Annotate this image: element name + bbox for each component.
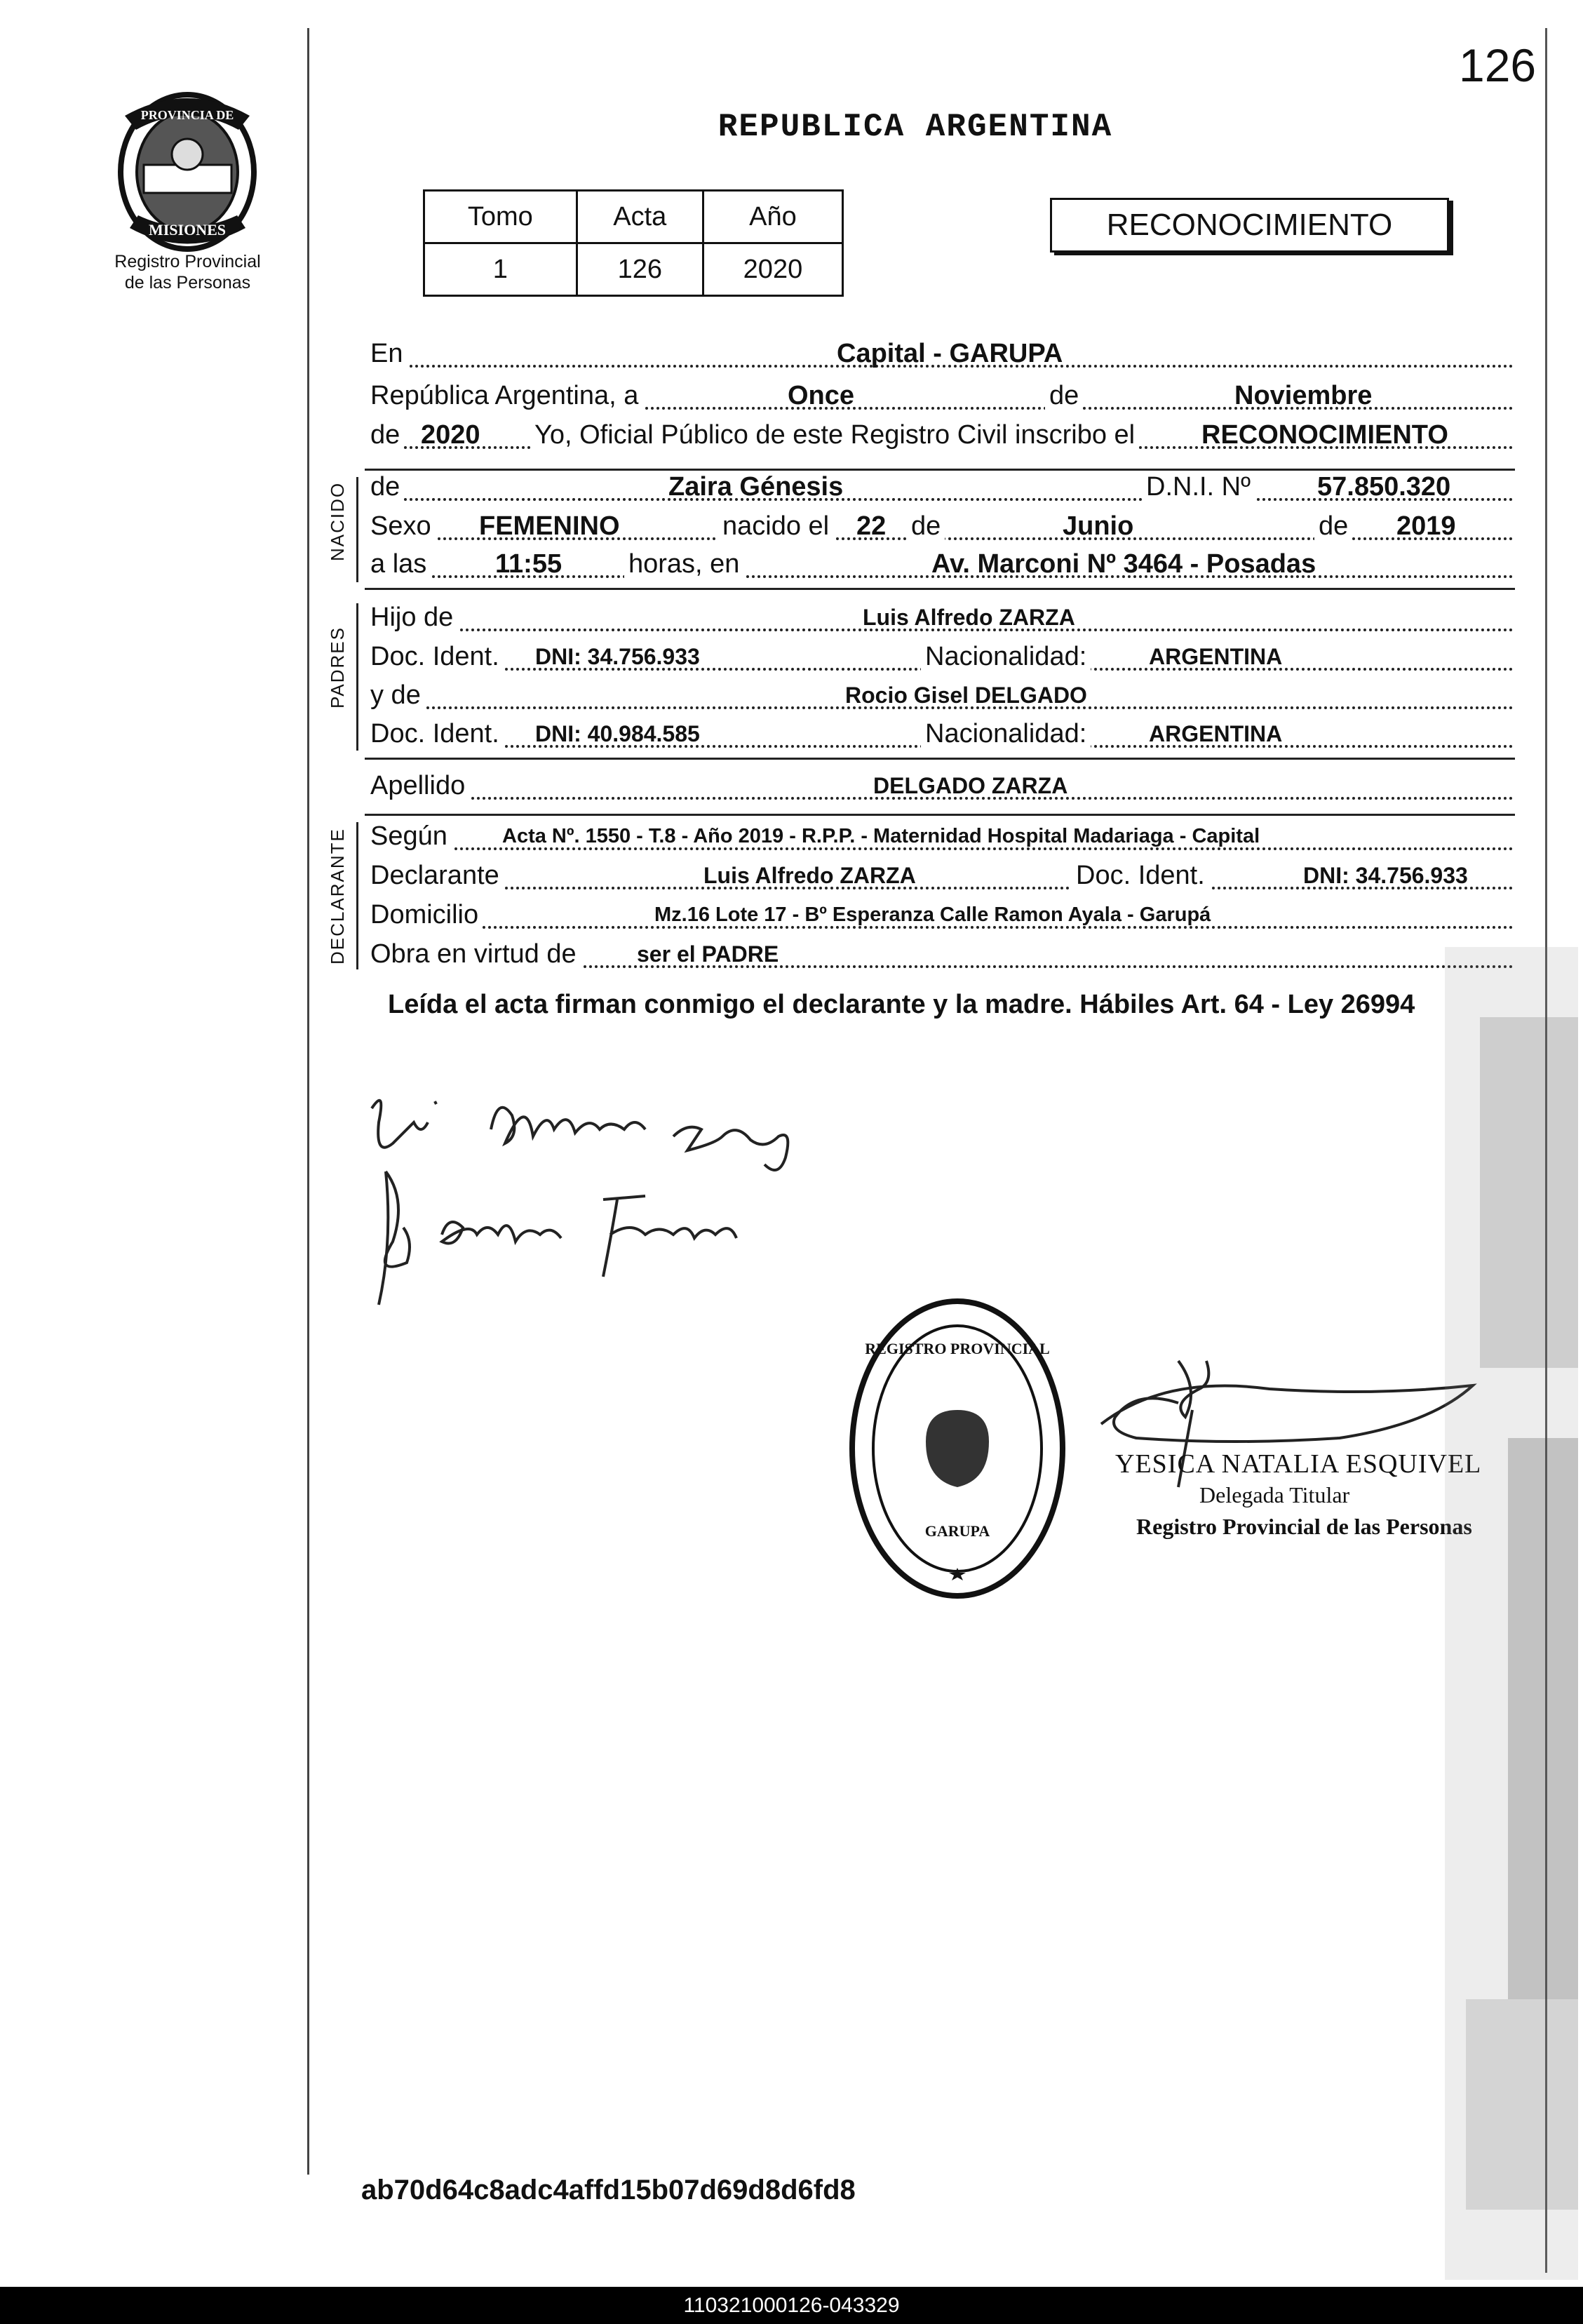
birth-year: 2019 bbox=[1396, 511, 1456, 541]
declarante-doc: DNI: 34.756.933 bbox=[1303, 863, 1468, 888]
tomo-header: Tomo bbox=[424, 191, 577, 243]
sexo-row bbox=[370, 508, 1514, 547]
segun-value: Acta Nº. 1550 - T.8 - Año 2019 - R.P.P. - Maternidad Hospital Madariaga - Capital bbox=[502, 825, 1260, 847]
child-name: Zaira Génesis bbox=[668, 472, 844, 502]
domicilio-value: Mz.16 Lote 17 - Bº Esperanza Calle Ramon Ayala - Garupá bbox=[654, 904, 1211, 926]
anio-value: 2020 bbox=[703, 243, 842, 296]
domicilio-row bbox=[370, 896, 1514, 936]
en-row bbox=[370, 335, 1514, 375]
dni-label: D.N.I. Nº bbox=[1142, 473, 1255, 501]
svg-text:PROVINCIA DE: PROVINCIA DE bbox=[140, 108, 234, 122]
svg-text:REGISTRO PROVINCIAL: REGISTRO PROVINCIAL bbox=[865, 1340, 1050, 1357]
sex-value: FEMENINO bbox=[479, 511, 620, 541]
mother-name: Rocio Gisel DELGADO bbox=[845, 683, 1087, 708]
nacido-el-label: nacido el bbox=[718, 512, 833, 540]
a-las-label: a las bbox=[370, 550, 431, 578]
section-divider bbox=[365, 588, 1515, 590]
obra-label: Obra en virtud de bbox=[370, 940, 581, 968]
logo-caption-line2: de las Personas bbox=[124, 273, 251, 293]
child-dni: 57.850.320 bbox=[1317, 472, 1451, 502]
tomo-value: 1 bbox=[424, 243, 577, 296]
inscribe-type: RECONOCIMIENTO bbox=[1201, 420, 1448, 450]
y-de-label: y de bbox=[370, 681, 425, 709]
official-role: Delegada Titular bbox=[1199, 1482, 1350, 1507]
apellido-label: Apellido bbox=[370, 772, 469, 800]
birth-time: 11:55 bbox=[495, 549, 563, 579]
birth-place: Av. Marconi Nº 3464 - Posadas bbox=[931, 549, 1316, 579]
segun-row bbox=[370, 818, 1514, 857]
record-table-header-row bbox=[424, 191, 843, 243]
segun-label: Según bbox=[370, 822, 452, 850]
father-doc-row bbox=[370, 638, 1514, 678]
declarante-row bbox=[370, 857, 1514, 896]
mother-doc-row bbox=[370, 716, 1514, 755]
father-doc: DNI: 34.756.933 bbox=[535, 644, 700, 669]
de-label: de bbox=[1314, 512, 1352, 540]
section-divider bbox=[365, 814, 1515, 816]
nacido-name-row bbox=[370, 469, 1514, 508]
place-value: Capital - GARUPA bbox=[837, 339, 1063, 368]
birth-day: 22 bbox=[856, 511, 887, 541]
mother-doc: DNI: 40.984.585 bbox=[535, 721, 700, 746]
declarante-bracket bbox=[356, 822, 358, 969]
country-title: REPUBLICA ARGENTINA bbox=[718, 109, 1113, 145]
year-value: 2020 bbox=[421, 420, 480, 450]
de-label: de bbox=[370, 473, 404, 501]
sexo-label: Sexo bbox=[370, 512, 436, 540]
mother-signature bbox=[365, 1157, 786, 1333]
horas-en-label: horas, en bbox=[624, 550, 743, 578]
republica-row bbox=[370, 377, 1514, 417]
footer-bar bbox=[0, 2287, 1583, 2324]
record-type-box: RECONOCIMIENTO bbox=[1050, 198, 1449, 253]
doc-ident-label: Doc. Ident. bbox=[1072, 861, 1209, 889]
de-label: de bbox=[1045, 382, 1083, 410]
en-label: En bbox=[370, 340, 407, 368]
doc-ident-label: Doc. Ident. bbox=[370, 720, 504, 748]
padres-label: PADRES bbox=[327, 626, 348, 708]
declarante-field-label: Declarante bbox=[370, 861, 504, 889]
de-label: de bbox=[907, 512, 945, 540]
nacido-bracket bbox=[356, 477, 358, 582]
declarante-label: DECLARANTE bbox=[327, 828, 348, 965]
document-hash: ab70d64c8adc4affd15b07d69d8d6fd8 bbox=[361, 2175, 856, 2205]
record-table bbox=[423, 189, 844, 297]
domicilio-label: Domicilio bbox=[370, 901, 483, 929]
padres-bracket bbox=[356, 603, 358, 751]
nacido-label: NACIDO bbox=[327, 481, 348, 561]
birth-month: Junio bbox=[1063, 511, 1134, 541]
logo-caption bbox=[67, 251, 309, 293]
month-value: Noviembre bbox=[1234, 381, 1373, 410]
father-name: Luis Alfredo ZARZA bbox=[863, 605, 1075, 630]
nacionalidad-label: Nacionalidad: bbox=[921, 720, 1091, 748]
margin-rule bbox=[307, 28, 309, 2175]
official-row bbox=[370, 417, 1514, 456]
mother-nationality: ARGENTINA bbox=[1149, 721, 1283, 746]
doc-ident-label: Doc. Ident. bbox=[370, 643, 504, 671]
section-divider bbox=[365, 758, 1515, 760]
republica-label: República Argentina, a bbox=[370, 382, 642, 410]
logo-caption-line1: Registro Provincial bbox=[114, 252, 261, 271]
acta-value: 126 bbox=[577, 243, 703, 296]
anio-header: Año bbox=[703, 191, 842, 243]
obra-value: ser el PADRE bbox=[637, 941, 779, 967]
official-name: YESICA NATALIA ESQUIVEL bbox=[1115, 1449, 1482, 1479]
hijo-de-label: Hijo de bbox=[370, 603, 457, 631]
closing-text: Leída el acta firman conmigo el declarante y la madre. Hábiles Art. 64 - Ley 26994 bbox=[388, 990, 1415, 1019]
hijo-de-row bbox=[370, 599, 1514, 638]
page-number: 126 bbox=[1459, 39, 1537, 91]
apellido-value: DELGADO ZARZA bbox=[873, 773, 1068, 798]
svg-text:MISIONES: MISIONES bbox=[148, 221, 227, 239]
day-value: Once bbox=[788, 381, 855, 410]
record-table-value-row bbox=[424, 243, 843, 296]
father-nationality: ARGENTINA bbox=[1149, 644, 1283, 669]
apellido-row bbox=[370, 767, 1514, 807]
registry-stamp bbox=[842, 1291, 1073, 1606]
svg-text:GARUPA: GARUPA bbox=[924, 1522, 990, 1540]
acta-header: Acta bbox=[577, 191, 703, 243]
official-org: Registro Provincial de las Personas bbox=[1136, 1514, 1472, 1539]
a-las-row bbox=[370, 546, 1514, 585]
y-de-row bbox=[370, 677, 1514, 716]
declarante-name: Luis Alfredo ZARZA bbox=[703, 863, 916, 888]
barcode-text: 110321000126-043329 bbox=[683, 2294, 900, 2317]
official-text: Yo, Oficial Público de este Registro Civil inscribo el bbox=[530, 421, 1139, 449]
scan-noise bbox=[1298, 947, 1578, 2280]
nacionalidad-label: Nacionalidad: bbox=[921, 643, 1091, 671]
de-label: de bbox=[370, 421, 404, 449]
